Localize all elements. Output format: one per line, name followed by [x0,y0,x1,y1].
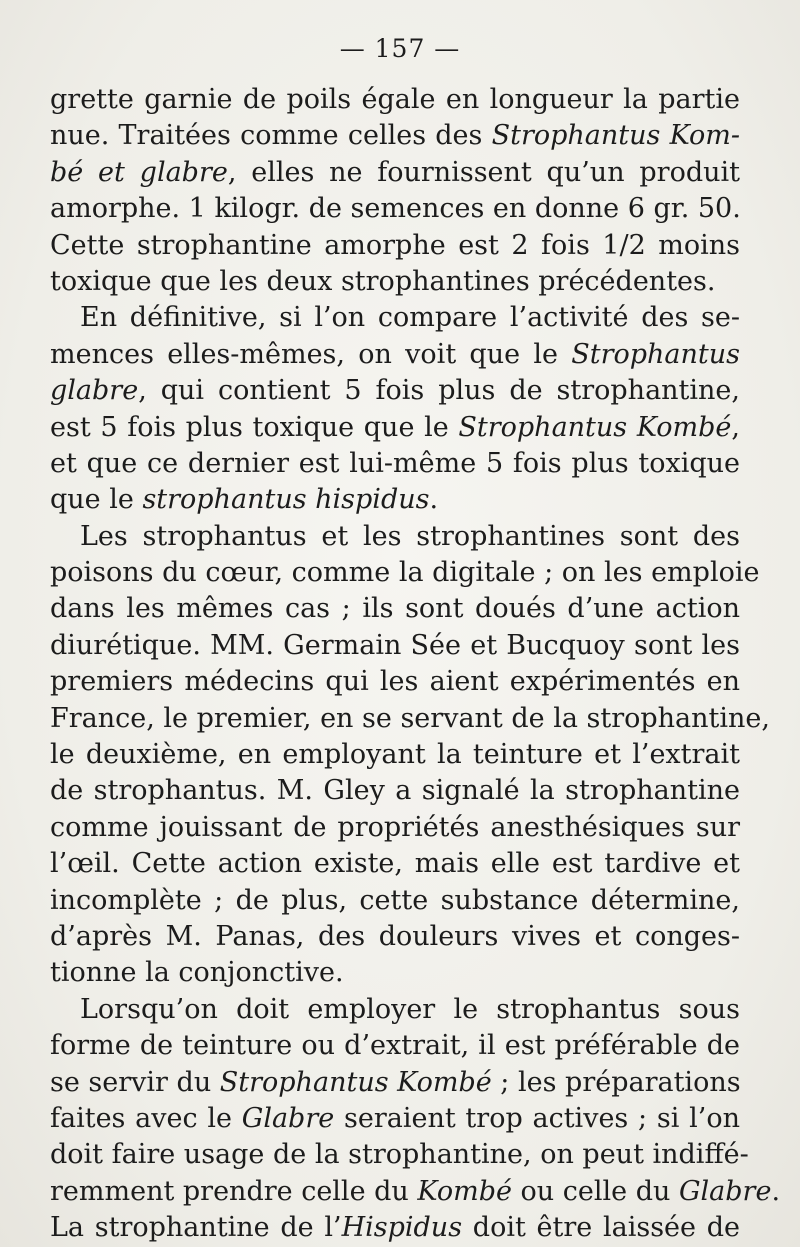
text-segment: le deuxième, en employant la teinture et l’extrait [50,739,740,771]
text-segment: doit être laissée de [462,1212,740,1244]
text-line [50,410,740,446]
text-segment: , qui contient 5 fois plus de strophantine, [138,375,740,407]
text-segment: mences elles-mêmes, on voit que le [50,338,572,370]
text-line [50,591,740,627]
text-segment: diurétique. MM. Germain Sée et Bucquoy sont les [50,629,740,661]
text-line [50,519,740,555]
text-line [50,919,740,955]
text-line [50,482,740,518]
text-line [50,337,740,373]
text-segment: comme jouissant de propriétés anesthésiques sur [50,811,740,843]
text-segment: poisons du cœur, comme la digitale ; on les emploie [50,557,760,589]
text-line [50,846,740,882]
text-line [50,118,740,154]
text-segment: doit faire usage de la strophantine, on peut indiffé- [50,1139,749,1171]
text-segment: que le [50,484,143,516]
italic-text: Strophantus Kombé [458,411,732,443]
text-line [50,1065,740,1101]
text-segment: amorphe. 1 kilogr. de semences en donne 6 gr. 50. [50,193,741,225]
text-segment: forme de teinture ou d’extrait, il est préférable de [50,1030,740,1062]
text-segment: ou celle du [511,1175,679,1207]
text-segment: incomplète ; de plus, cette substance détermine, [50,884,740,916]
italic-text: Kombé [417,1175,512,1207]
text-line [50,773,740,809]
text-segment: seraient trop actives ; si l’on [334,1102,740,1134]
text-line [50,1028,740,1064]
italic-text: glabre [50,375,139,407]
page-number: — 157 — [339,34,461,63]
text-segment: et que ce dernier est lui-même 5 fois plus toxique [50,447,740,479]
text-segment: La strophantine de l’ [50,1212,342,1244]
text-line [50,1174,781,1210]
text-segment: l’œil. Cette action existe, mais elle est tardive et [50,848,740,880]
text-line [50,992,740,1028]
text-segment: tionne la conjonctive. [50,957,344,989]
text-segment: En définitive, si l’on compare l’activité des se- [80,302,740,334]
text-segment: ; les préparations [491,1066,741,1098]
italic-text: Glabre [678,1175,772,1207]
text-line [50,228,740,264]
text-segment: . [771,1175,781,1207]
italic-text: Hispidus [341,1212,463,1244]
text-segment: dans les mêmes cas ; ils sont doués d’une action [50,593,740,625]
text-line [50,446,740,482]
text-line [50,810,740,846]
italic-text: Strophantus [571,338,740,370]
italic-text: Strophantus Kombé [219,1066,492,1098]
italic-text: Strophantus Kom- [491,120,740,152]
text-line [50,300,740,336]
italic-text: Glabre [241,1102,335,1134]
text-segment: , [731,411,740,443]
text-segment: d’après M. Panas, des douleurs vives et conges- [50,920,740,952]
text-line [50,373,740,409]
text-line [50,191,740,227]
text-segment: France, le premier, en se servant de la strophantine, [50,702,770,734]
text-line [50,82,740,118]
text-line [50,264,740,300]
text-segment: , elles ne fournissent qu’un produit [227,156,740,188]
text-segment: Cette strophantine amorphe est 2 fois 1/2 moins [50,229,740,261]
text-line [50,664,740,700]
text-segment: nue. Traitées comme celles des [50,120,492,152]
text-line [50,1137,749,1173]
italic-text: strophantus hispidus [142,484,430,516]
italic-text: bé et glabre [50,156,228,188]
text-line [50,955,740,991]
text-line [50,155,740,191]
text-line [50,1210,740,1246]
text-line [50,1101,740,1137]
text-line [50,737,740,773]
text-line [50,628,740,664]
text-line [50,555,760,591]
text-segment: faites avec le [50,1102,242,1134]
text-segment: Les strophantus et les strophantines sont des [80,520,740,552]
text-line [50,701,770,737]
body-text [50,82,781,1247]
text-segment: premiers médecins qui les aient expérimentés en [50,666,740,698]
text-segment: remment prendre celle du [50,1175,418,1207]
text-segment: toxique que les deux strophantines précédentes. [50,265,716,297]
text-segment: Lorsqu’on doit employer le strophantus sous [80,993,740,1025]
text-segment: . [429,484,439,516]
text-segment: se servir du [50,1066,220,1098]
text-line [50,883,740,919]
text-segment: de strophantus. M. Gley a signalé la strophantine [50,775,740,807]
text-segment: grette garnie de poils égale en longueur la partie [50,84,740,115]
text-segment: est 5 fois plus toxique que le [50,411,459,443]
